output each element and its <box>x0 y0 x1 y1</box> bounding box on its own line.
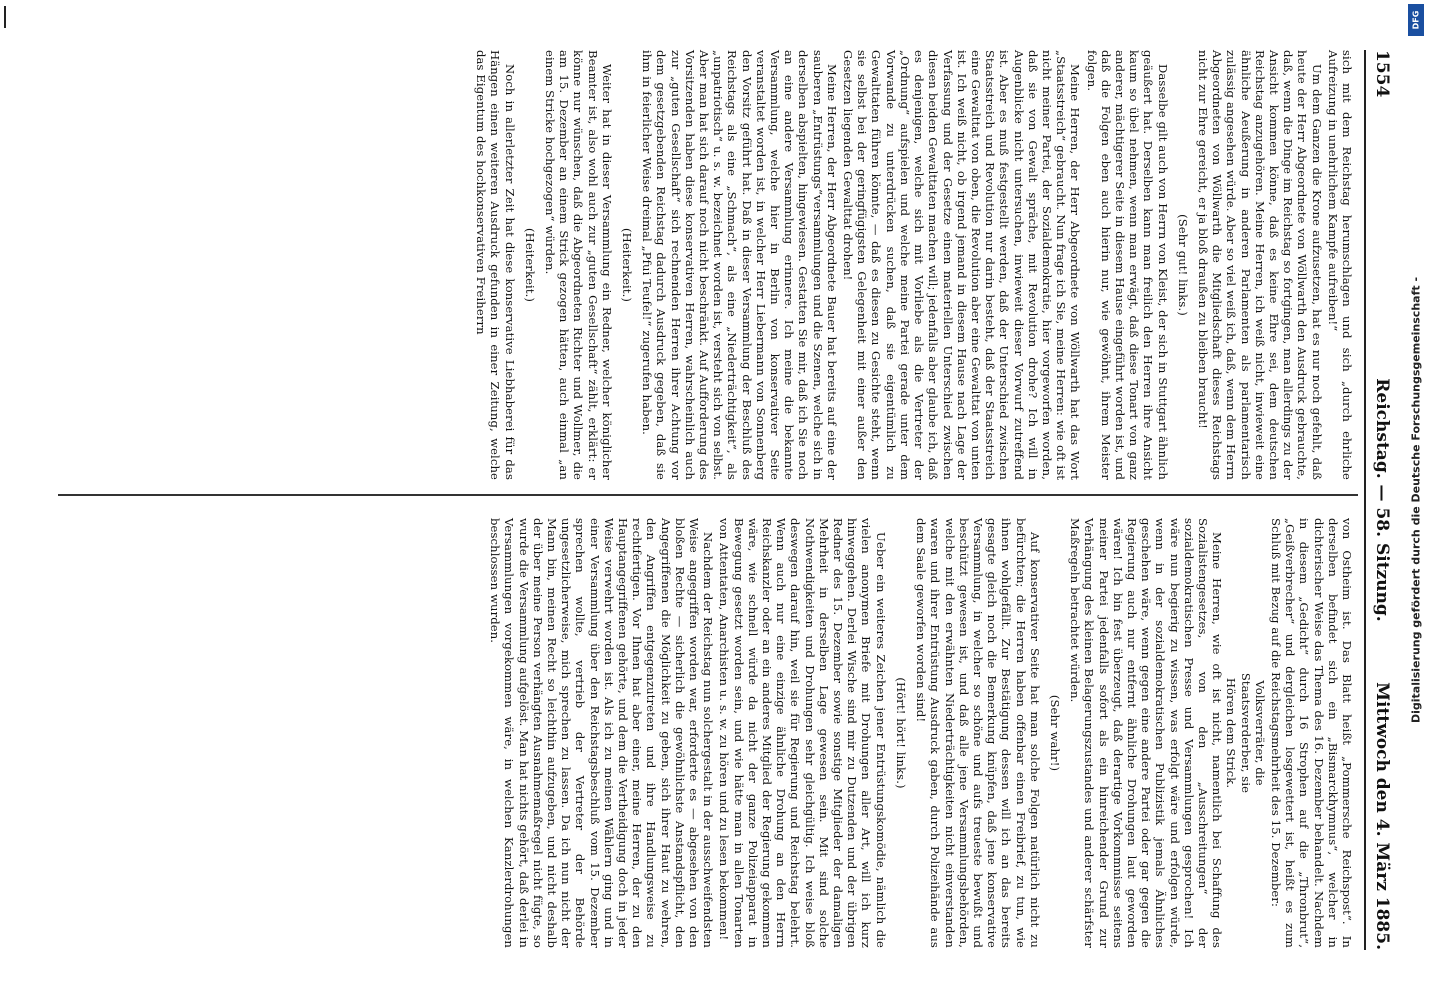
verse-line: Hören dem Strick. <box>1224 677 1239 789</box>
scan-corner-mark <box>4 6 6 28</box>
paragraph: Meine Herren, der Herr Abgeordnete Bauer hat bereits auf eine der sauberen „Entrüstungs“versammlungen und die Szenen, welche sich in derselben abspielten, hingewiesen. Gestatten Sie mir, daß ich Sie noch an eine andere Versammlung erinnere. Ich meine die bekannte Versammlung, welche hier in Berlin von konservativer Seite veranstaltet worden ist, in welcher Herr Liebermann von Sonnenberg den Vorsitz geführt hat. Daß in dieser Versammlung der Beschluß des Reichstags als eine „Schmach“, als eine „Niederträchtigkeit“, als „unpatriotisch“ u. s. w. bezeichnet worden ist, versteht sich von selbst. Aber man hat sich darauf noch nicht beschränkt. Auf Aufforderung des Vorsitzenden haben diese konservativen Herren, wahrscheinlich auch zur „guten Gesellschaft“ sich rechnenden Herren ihrer Achtung vor dem gesetzgebenden Reichstag dadurch Ausdruck gegeben, daß sie ihm in feierlicher Weise dreimal „Pfui Teufel!“ zugerufen haben. <box>640 50 839 480</box>
paragraph: Auf konservativer Seite hat man solche Folgen natürlich nicht zu befürchten; die Herren haben offenbar einen Freibrief, zu tun, wie ihnen wohlgefällt. Zur Bestätigung dessen will ich an das bereits gesagte gleich noch die Bemerkung knüpfen, daß jene konservative Versammlung, in welcher so schöne und aufs treueste bewußt und beschützt gewesen ist, und daß alle jene Versammlungsbehörden, welche mit den erwähnten Niederträchtigkeiten nicht einverstanden waren und ihrer Entrüstung Ausdruck gaben, durch Polizeihände aus dem Saale geworfen worden sind! <box>914 518 1042 948</box>
paragraph: Dasselbe gilt auch von Herrn von Kleist, der sich in Stuttgart ähnlich geäußert hat. Derselben kann man freilich den Herren ihre Ansicht kaum so übel nehmen, wenn man erwägt, daß diese Tonart von ganz anderer, mächtigerer Seite in diesem Hause eingeführt worden ist, und daß die Folgen eben auch hierin nur, wie gewöhnt, ihrem Meister folgen. <box>1084 50 1170 480</box>
rotated-page <box>26 20 1406 980</box>
page-inner <box>26 20 1406 980</box>
column-divider <box>58 494 1358 496</box>
right-column <box>486 518 1354 948</box>
paragraph: Meine Herren, wie oft ist nicht, namentlich bei Schaffung des Sozialistengesetzes, von den „Ausschreitungen“ der sozialdemokratischen Presse und Versammlungen gesprochen! Ich wäre nun begierig zu wissen, was erfolgt wäre und erfolgen würde, wenn in der sozialdemokratischen Publizistik jemals Ähnliches geschehen wäre, wenn gegen eine andere Partei oder gar gegen die Regierung auch nur entfernt ähnliche Drohungen laut geworden wären! Ich bin fest überzeugt, daß derartige Vorkommnisse seitens meiner Partei jedenfalls sofort als ein hinreichender Grund zur Verhängung des kleinen Belagerungszustandes und anderer schärfster Maßregeln betrachtet würden. <box>1068 518 1225 948</box>
paragraph: Um dem Ganzen die Krone aufzusetzen, hat es nur noch gefehlt, daß heute der Herr Abgeordnete von Wöllwarth den Ausdruck gebrauchte, daß, wenn die Dinge im Reichstag so fortgingen, man allerdings zu der Ansicht kommen könne, daß es keine Ehre sei, dem deutschen Reichstag anzugehören. Meine Herren, ich weiß nicht, inwieweit eine ähnliche Aeußerung in anderen Parlamenten als parlamentarisch zulässig angesehen würde. Aber so viel weiß ich, daß, wenn dem Herrn Abgeordneten von Wöllwarth die Mitgliedschaft dieses Reichstags nicht zur Ehre gereicht, er ja bloß draußen zu bleiben braucht! <box>1195 50 1324 480</box>
dfg-logo-badge <box>1408 4 1424 36</box>
paragraph: Ueber ein weiteres Zeichen jener Entrüstungskomödie, nämlich die vielen anonymen Briefe mit Drohungen aller Art, will ich kurz hinweggehen. Derlei Wische sind mir zu Dutzenden und der übrigen Redner des 15. Dezember sowie sonstige Mitglieder der damaligen Mehrheit in derselben Lage gewesen sein. Mit sind solche Nothwendigkeiten und Drohungen sehr gleichgültig. Ich weise bloß deswegen darauf hin, weil sie für Regierung und Reichstag belehrt. Wenn auch nur eine einzige ähnliche Drohung an den Herrn Reichskanzler oder an ein anderes Mitglied der Regierung gekommen wäre, wie schnell würde da nicht der ganze Polizeiapparat in Bewegung gesetzt worden sein, und wie hätte man in allen Tonarten von Attentaten, Anarchisten u. s. w. zu hören und zu lesen bekommen! <box>717 518 888 948</box>
verse-line: Staatsverderber, sie <box>1238 672 1253 794</box>
page-header <box>1364 50 1392 950</box>
session-date: Mittwoch den 4. März 1885. <box>1372 682 1392 950</box>
interjection: (Heiterkeit.) <box>620 227 635 303</box>
interjection: (Hört! hört! links.) <box>893 677 908 789</box>
digitization-note: Digitalisierung gefördert durch die Deutsche Forschungsgemeinschaft - <box>1409 276 1423 724</box>
interjection: (Sehr wahr!) <box>1047 694 1062 772</box>
left-column <box>472 50 1354 480</box>
interjection: (Heiterkeit.) <box>522 227 537 303</box>
page-number: 1554 <box>1372 50 1392 98</box>
paragraph: Meine Herren, der Herr Abgeordnete von Wöllwarth hat das Wort „Staatsstreich“ gebraucht. Nun frage ich Sie, meine Herren: wie oft ist nicht meiner Partei, der Sozialdemokratie, hier vorgeworfen worden, daß sie von Gewalt spräche, mit Revolution drohe? Ich will in Augenblicke nicht untersuchen, inwieweit dieser Vorwurf zutreffend ist. Aber es muß festgestellt werden, daß der Unterschied zwischen Staatsstreich und Revolution nur darin besteht, daß der Staatsstreich eine Gewalttat von oben, die Revolution aber eine Gewalttat von unten ist. Ich weiß nicht, ob irgend jemand in diesem Hause nach Lage der Verfassung und der Gesetze einen materiellen Unterschied zwischen diesen beiden Gewalttaten machen will; jedenfalls aber glaube ich, daß es denjenigen, welche sich mit Vorliebe als die Vertreter der „Ordnung“ aufspielen und welche meine Partei gerade unter dem Vorwande zu unterdrücken suchen, daß sie eigentümlich zu Gewalttaten führen könnte, — daß es diesen zu Gesichte steht, wenn sie selbst bei der geringfügigsten Gelegenheit mit einer außer den Gesetzen liegenden Gewalttat drohen! <box>841 50 1083 480</box>
digitization-sidebar <box>1402 0 1430 1000</box>
interjection: (Sehr gut! links.) <box>1175 214 1190 316</box>
paragraph: sich mit dem Reichstag herumschlagen und sich „durch ehrliche Aufreizung in unehrlichem Kampfe aufreiben!“ <box>1325 50 1354 480</box>
paragraph: Noch in allerletzter Zeit hat diese konservative Liebhaberei für das Hängen einen weiteren Ausdruck gefunden in einer Zeitung, welche das Eigentum des hochkonservativen Freiherrn <box>474 50 517 480</box>
paragraph: Weiter hat in dieser Versammlung ein Redner, welcher königlicher Beamter ist, also wohl auch zur „guten Gesellschaft“ zählt, erklärt: er könne nur wünschen, daß die Abgeordneten Richter und Wollmer, die am 15. Dezember an einem Strick gezogen hätten, auch einmal „an einem Stricke hochgezogen“ würden. <box>543 50 614 480</box>
paragraph: Nachdem der Reichstag nun solchergestalt in der ausschweifendsten Weise angegriffen worden war, erforderte es — abgesehen von den bloßen Rechte — sicherlich die gewöhnlichste Anstandspflicht, den Angegriffenen die Möglichkeit zu geben, sich ihrer Haut zu wehren, den Angriffen entgegenzutreten und ihre Handlungsweise zu rechtfertigen. Vor Ihnen hat aber einer, meine Herren, der zu den Hauptangegriffenen gehörte, und dem die Vertheidigung doch in jeder Weise verwehrt worden ist. Als ich zu meinen Wählern ging und in einer Versammlung über den Reichstagsbeschluß vom 15. Dezember sprechen wollte, vertrieb der Vertreter der Behörde ungesetzlicherweise, mich sprechen zu lassen. Da ich nun nicht der Mann bin, meinen Recht so leichthin aufzugeben, und nicht deshalb der über meine Person verhängten Ausnahmemaßregel nicht fügte, so wurde die Versammlung aufgelöst. Man hat nichts gehört, daß derlei in Versammlungen vorgekommen wäre, in welchen Kanzlerdrohungen beschlossen wurden. <box>488 518 716 948</box>
paragraph: von Ostheim ist. Das Blatt heißt „Pommersche Reichspost“. In derselben befindet sich ein „Bismarckhymnus“, welcher in dichterischer Weise das Thema des 16. Dezember behandelt. Nachdem in diesem „Gedicht“ durch 16 Strophen auf die „Thronbrut“, „Geißverbrecher“ und dergleichen losgewettert ist, heißt es zum Schluß mit Bezug auf die Reichstagsmehrheit des 15. Dezember: <box>1268 518 1354 948</box>
session-title: Reichstag. — 58. Sitzung. <box>1372 378 1392 622</box>
dfg-badge-label: DFG <box>1411 10 1421 30</box>
verse-line: Volksverräter, die <box>1252 680 1267 786</box>
